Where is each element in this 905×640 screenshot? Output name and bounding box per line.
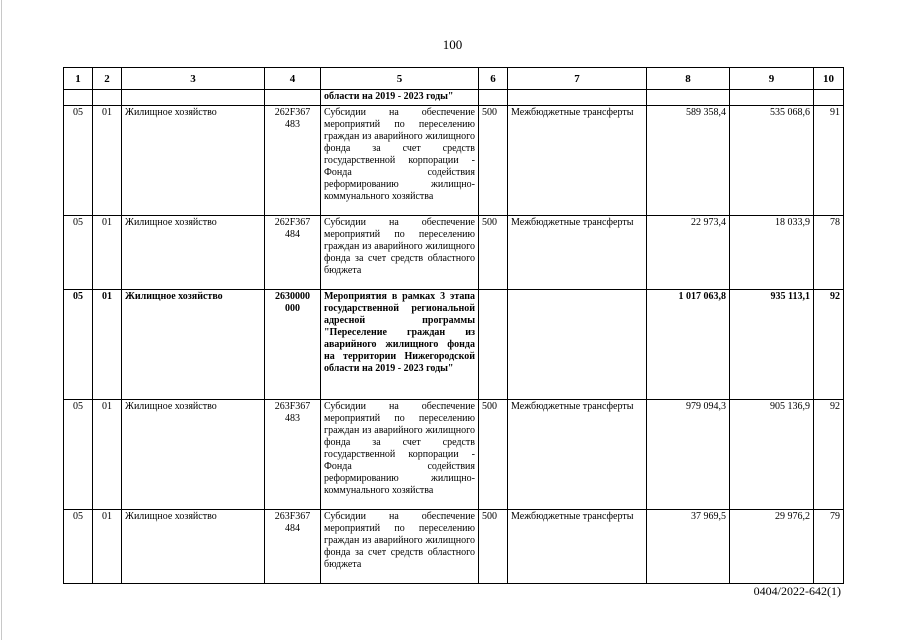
table-cell-col-9: 29 976,2 [730,510,814,584]
table-row [64,290,844,400]
table-cell-col-10: 78 [814,216,844,290]
table-cell-col-5: Субсидии на обеспечение мероприятий по переселению граждан из аварийного жилищного фонда за счет средств областного бюджета [321,510,479,584]
document-code: 0404/2022-642(1) [753,584,841,598]
table-cell-col-3: Жилищное хозяйство [122,400,265,510]
header-col-10: 10 [814,68,844,90]
table-cell-col-7: Межбюджетные трансферты [508,510,647,584]
table-cell-col-9: 905 136,9 [730,400,814,510]
table-cell-col-6 [479,290,508,400]
table-cell-col-8 [647,90,730,106]
table-cell-col-5: Субсидии на обеспечение мероприятий по переселению граждан из аварийного жилищного фонда за счет средств областного бюджета [321,216,479,290]
table-cell-col-5: области на 2019 - 2023 годы" [321,90,479,106]
table-cell-col-8: 589 358,4 [647,106,730,216]
table-cell-col-10: 92 [814,400,844,510]
table-cell-col-8: 37 969,5 [647,510,730,584]
table-cell-col-7 [508,90,647,106]
table-cell-col-2: 01 [93,290,122,400]
table-cell-col-9: 18 033,9 [730,216,814,290]
table-cell-col-9: 535 068,6 [730,106,814,216]
table-cell-col-1: 05 [64,106,93,216]
table-cell-col-10: 92 [814,290,844,400]
table-cell-col-1 [64,90,93,106]
table-cell-col-3: Жилищное хозяйство [122,106,265,216]
table-cell-col-5: Субсидии на обеспечение мероприятий по переселению граждан из аварийного жилищного фонда за счет средств государственной корпорации - Фонда содействия реформированию жилищно-коммунального хозяйства [321,400,479,510]
header-col-6: 6 [479,68,508,90]
table-header-row [64,68,844,90]
table-cell-col-5: Мероприятия в рамках 3 этапа государственной региональной адресной программы "Переселение граждан из аварийного жилищного фонда на территории Нижегородской области на 2019 - 2023 годы" [321,290,479,400]
table-cell-col-3 [122,90,265,106]
table-cell-col-8: 22 973,4 [647,216,730,290]
table-cell-col-6: 500 [479,510,508,584]
header-col-3: 3 [122,68,265,90]
table-cell-col-4: 263F367 484 [265,510,321,584]
table-cell-col-3: Жилищное хозяйство [122,510,265,584]
table-cell-col-5: Субсидии на обеспечение мероприятий по переселению граждан из аварийного жилищного фонда за счет средств государственной корпорации - Фонда содействия реформированию жилищно-коммунального хозяйства [321,106,479,216]
header-col-7: 7 [508,68,647,90]
table-cell-col-6: 500 [479,216,508,290]
page-number: 100 [442,37,463,52]
table-cell-col-2: 01 [93,400,122,510]
budget-table [63,67,844,584]
table-cell-col-3: Жилищное хозяйство [122,290,265,400]
table-cell-col-2: 01 [93,216,122,290]
table-cell-col-8: 979 094,3 [647,400,730,510]
table-cell-col-1: 05 [64,290,93,400]
table-cell-col-7: Межбюджетные трансферты [508,106,647,216]
table-cell-col-2: 01 [93,510,122,584]
table-cell-col-10: 91 [814,106,844,216]
table-cell-col-2: 01 [93,106,122,216]
table-row [64,106,844,216]
table-row [64,400,844,510]
header-col-2: 2 [93,68,122,90]
table-cell-col-4: 2630000 000 [265,290,321,400]
table-cell-col-6: 500 [479,400,508,510]
table-cell-col-1: 05 [64,400,93,510]
table-cell-col-7: Межбюджетные трансферты [508,216,647,290]
table-cell-col-4 [265,90,321,106]
header-col-1: 1 [64,68,93,90]
table-cell-col-3: Жилищное хозяйство [122,216,265,290]
table-cell-col-6 [479,90,508,106]
table-cell-col-2 [93,90,122,106]
table-cell-col-9: 935 113,1 [730,290,814,400]
table-row [64,90,844,106]
table-cell-col-10 [814,90,844,106]
table-cell-col-6: 500 [479,106,508,216]
header-col-5: 5 [321,68,479,90]
table-cell-col-1: 05 [64,510,93,584]
table-cell-col-4: 262F367 484 [265,216,321,290]
table-row [64,216,844,290]
table-cell-col-1: 05 [64,216,93,290]
header-col-8: 8 [647,68,730,90]
table-cell-col-7 [508,290,647,400]
table-cell-col-4: 262F367 483 [265,106,321,216]
table-cell-col-8: 1 017 063,8 [647,290,730,400]
table-cell-col-10: 79 [814,510,844,584]
table-row [64,510,844,584]
scan-edge-line [1,0,2,640]
table-cell-col-4: 263F367 483 [265,400,321,510]
table-cell-col-7: Межбюджетные трансферты [508,400,647,510]
header-col-4: 4 [265,68,321,90]
table-cell-col-9 [730,90,814,106]
header-col-9: 9 [730,68,814,90]
